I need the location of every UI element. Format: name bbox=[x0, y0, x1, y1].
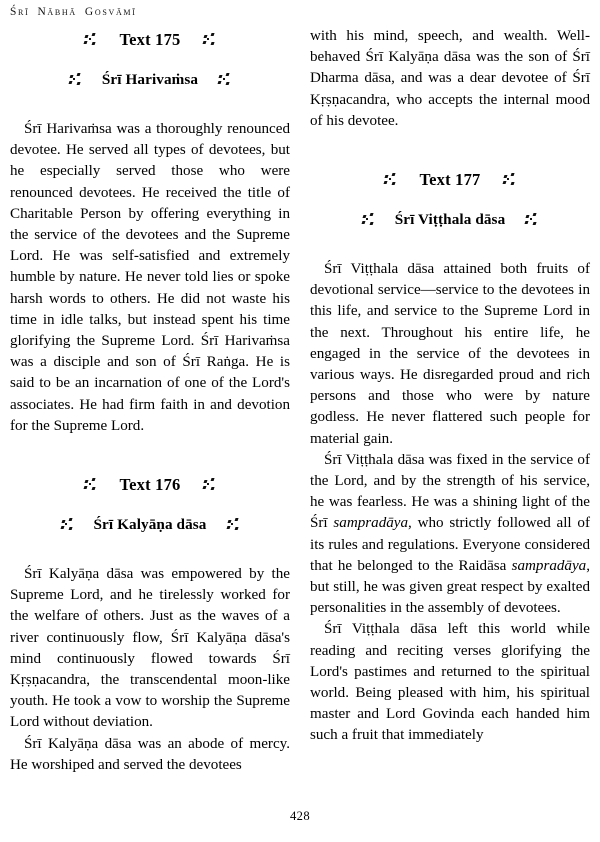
dot-cluster-ornament-icon bbox=[84, 478, 97, 493]
text-177-label: Text 177 bbox=[419, 170, 481, 190]
text-run: , but still, he was given great respect by exalted personalities in the assembly of devotees. bbox=[310, 557, 590, 617]
text-176-label: Text 176 bbox=[119, 475, 181, 495]
paragraph: Śrī Kalyāṇa dāsa was an abode of mercy. He worshiped and served the devotees bbox=[10, 735, 290, 773]
dot-cluster-ornament-icon bbox=[84, 33, 97, 48]
dot-cluster-ornament-icon bbox=[203, 478, 216, 493]
text-175-label: Text 175 bbox=[119, 30, 181, 49]
page-number: 428 bbox=[289, 809, 311, 823]
heading-text-177 bbox=[310, 170, 590, 190]
heading-name-vitthala-dasa bbox=[310, 211, 590, 229]
dot-cluster-ornament-icon bbox=[525, 213, 538, 228]
paragraph-continued: with his mind, speech, and wealth. Well-behaved Śrī Kalyāṇa dāsa was the son of Śrī Dharma dāsa, and was a dear devotee of Śrī Kṛṣṇacandra, who accepts the internal mood of his devotee. bbox=[310, 28, 590, 129]
spacer bbox=[310, 229, 590, 259]
paragraph: Śrī Kalyāṇa dāsa was empowered by the Supreme Lord, and he tirelessly worked for the welfare of others. Just as the waves of a river continuously flow, Śrī Kalyāṇa dāsa's mind continuously flowed towards Śrī Kṛṣṇacandra, the transcendental moon-like youth. He took a vow to worship the Supreme Lord without deviation. bbox=[10, 566, 290, 731]
spacer bbox=[10, 437, 290, 475]
italic-term-sampradaya: sampradāya bbox=[511, 557, 587, 574]
dot-cluster-ornament-icon bbox=[61, 518, 74, 533]
spacer bbox=[310, 132, 590, 170]
dot-cluster-ornament-icon bbox=[69, 73, 82, 88]
spacer bbox=[310, 190, 590, 211]
vitthala-dasa-name-label: Śrī Viṭṭhala dāsa bbox=[394, 211, 506, 229]
text-run: , who strictly followed all of its rules and regulations. Everyone considered that he belonged to the Raidāsa bbox=[310, 515, 590, 574]
kalyana-dasa-name-label: Śrī Kalyāṇa dāsa bbox=[93, 516, 207, 534]
running-head: Śrī Nābhā Gosvāmī bbox=[10, 6, 137, 18]
italic-term-sampradaya: sampradāya bbox=[333, 515, 409, 532]
dot-cluster-ornament-icon bbox=[384, 173, 397, 188]
dot-cluster-ornament-icon bbox=[227, 518, 240, 533]
heading-name-harivamsa bbox=[10, 71, 290, 89]
harivamsa-name-label: Śrī Harivaṁsa bbox=[101, 71, 199, 88]
spacer bbox=[10, 89, 290, 119]
text-run: Śrī Viṭṭhala dāsa was fixed in the service of the Lord, and by the strength of his service, he was fearless. He was a shining light of the Śrī bbox=[310, 451, 590, 532]
paragraph: Śrī Harivaṁsa was a thoroughly renounced devotee. He served all types of devotees, but he especially served those who were renounced devotees. He received the title of Charitable Person by offering everything in the service of the devotees and the Supreme Lord. He was self-satisfied and extremely humble by nature. He never told lies or spoke harsh words to others. He did not waste his time in idle talks, but instead spent his time glorifying the Supreme Lord. Śrī Harivaṁsa was a disciple and son of Śrī Raṅga. He is said to be an incarnation of one of the Lord's associates. He had firm faith in and devotion for the Supreme Lord. bbox=[10, 121, 290, 434]
dot-cluster-ornament-icon bbox=[203, 33, 216, 48]
two-column-text-body bbox=[10, 26, 590, 806]
dot-cluster-ornament-icon bbox=[503, 173, 516, 188]
spacer bbox=[10, 495, 290, 516]
right-column bbox=[310, 26, 590, 806]
heading-name-kalyana-dasa bbox=[10, 516, 290, 534]
paragraph: Śrī Viṭṭhala dāsa attained both fruits of devotional service—service to the devotees in this life, and service to the Supreme Lord in the next. Throughout his entire life, he engaged in the service of the devotees in various ways. He disregarded proud and rich persons and those who were by nature godless. He never flattered such people for material gain. bbox=[310, 261, 590, 447]
dot-cluster-ornament-icon bbox=[218, 73, 231, 88]
heading-text-176 bbox=[10, 475, 290, 495]
spacer bbox=[10, 50, 290, 71]
paragraph-with-italics bbox=[310, 450, 590, 620]
dot-cluster-ornament-icon bbox=[362, 213, 375, 228]
paragraph: Śrī Viṭṭhala dāsa left this world while reading and reciting verses glorifying the Lord's pastimes and returned to the spiritual world. Being pleased with him, his spiritual master and Lord Govinda each handed him such a fruit that immediately bbox=[310, 621, 590, 744]
heading-text-175 bbox=[10, 30, 290, 50]
spacer bbox=[10, 534, 290, 564]
left-column bbox=[10, 26, 290, 806]
